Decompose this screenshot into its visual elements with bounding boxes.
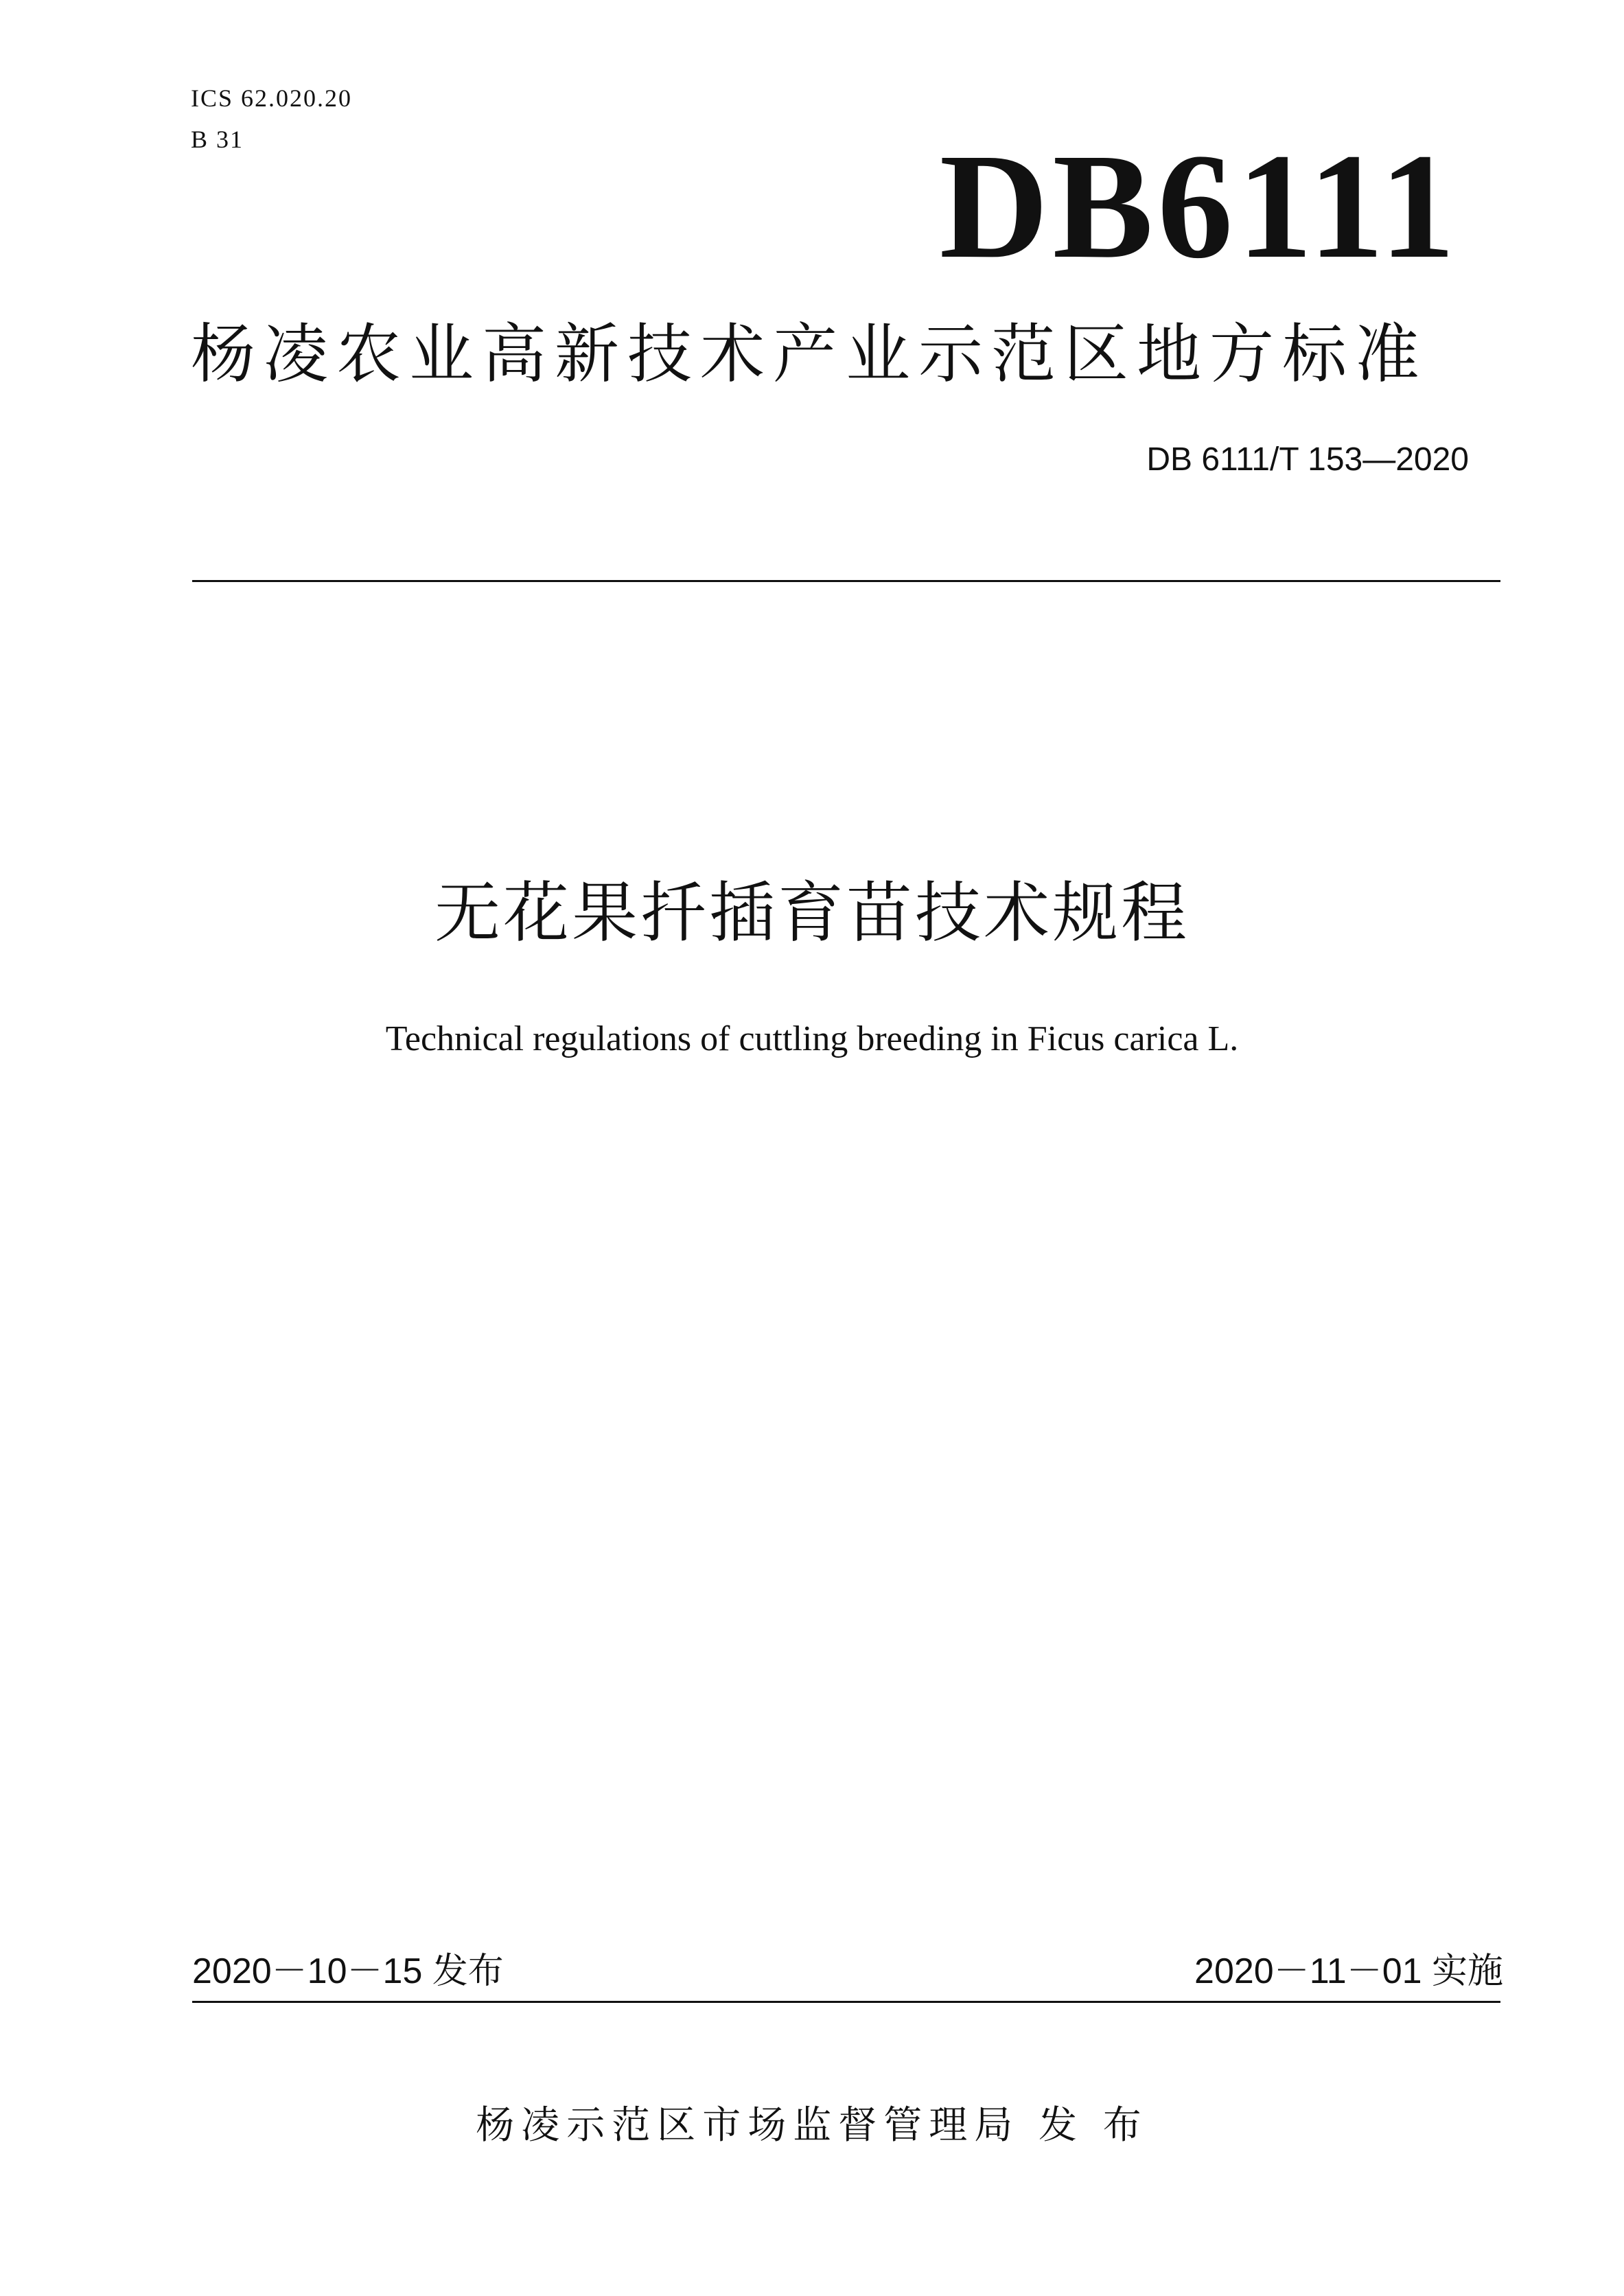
standard-number: DB 6111/T 153—2020 (1146, 441, 1469, 478)
issuing-authority: 杨凌示范区市场监督管理局 发 布 (476, 2103, 1148, 2148)
document-title-chinese: 无花果扦插育苗技术规程 (434, 874, 1190, 951)
standard-type-heading: 杨凌农业高新技术产业示范区地方标准 (191, 317, 1428, 392)
document-title-english: Technical regulations of cuttling breeding in Ficus carica L. (385, 1019, 1239, 1058)
implementation-date: 2020－11－01 实施 (1194, 1951, 1503, 1991)
publish-date: 2020－10－15 发布 (192, 1951, 504, 1991)
ics-code: ICS 62.020.20 (191, 84, 353, 112)
top-divider (192, 580, 1500, 582)
db-code-logo: DB6111 (939, 122, 1459, 290)
classification-code: B 31 (191, 126, 244, 153)
bottom-divider (192, 2001, 1500, 2003)
